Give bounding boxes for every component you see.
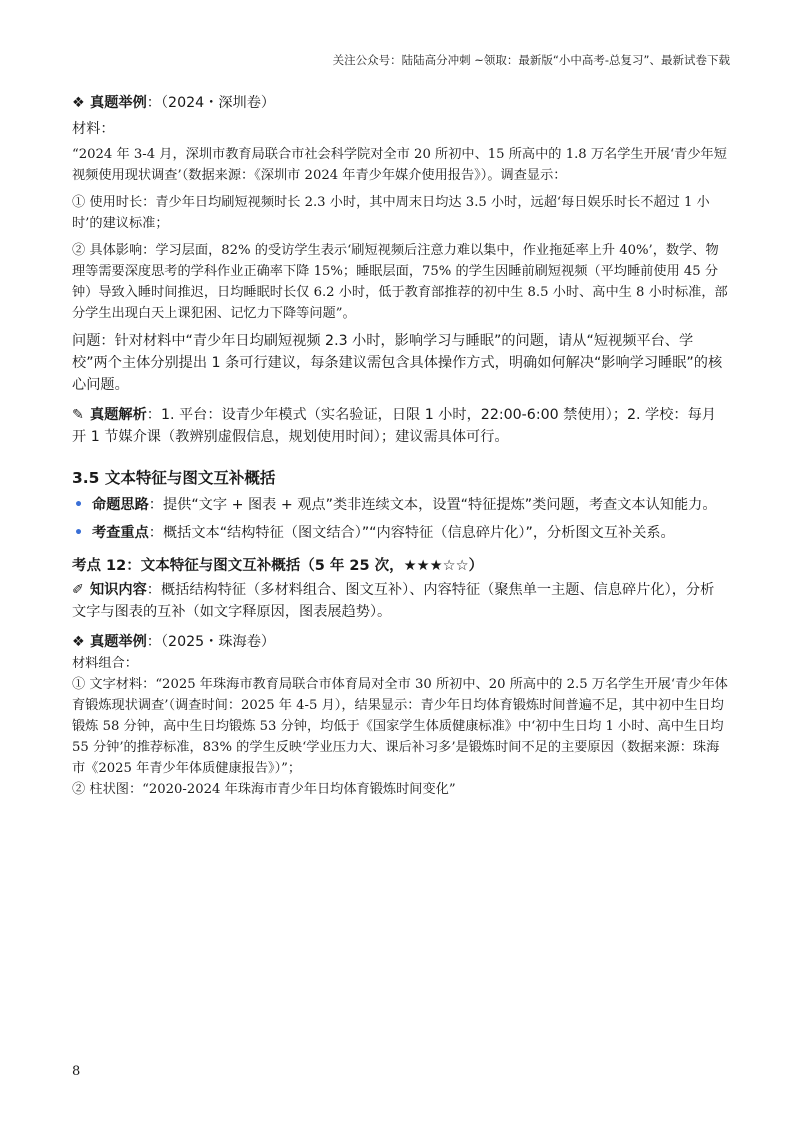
example1-point1: ① 使用时长：青少年日均刷短视频时长 2.3 小时，其中周末日均达 3.5 小时，远超‘每日娱乐时长不超过 1 小时’的建议标准；	[72, 195, 710, 231]
section-title: 3.5 文本特征与图文互补概括	[72, 469, 276, 487]
example1-material-label: 材料：	[72, 121, 115, 137]
example1-analysis	[72, 404, 728, 448]
example2-point1: ① 文字材料：“2025 年珠海市教育局联合市体育局对全市 30 所初中、20 所高中的 2.5 万名学生开展‘青少年体育锻炼现状调查’（调查时间：2025 年 4-5 月），结果显示：青少年日均体育锻炼时间普遍不足，其中初中生日均锻炼 58 分钟，高中生日均锻炼 53 分钟，均低于《国家学生体质健康标准》中‘初中生日均 1 小时、高中生日均 55 分钟’的推荐标准，83% 的学生反映‘学业压力大、课后补习多’是锻炼时间不足的主要原因（数据来源：珠海市《2025 年青少年体质健康报告》）”；	[72, 677, 728, 776]
bullet-dot-icon: •	[74, 497, 84, 513]
pencil-icon: ✎	[72, 407, 84, 423]
example1-label: 真题举例	[90, 95, 147, 111]
analysis-text: ：1. 平台：设青少年模式（实名验证，日限 1 小时，22:00-6:00 禁使用）；2. 学校：每月开 1 节媒介课（教辨别虚假信息，规划使用时间）；建议需具体可行。	[72, 407, 716, 445]
bullet-dot-icon: •	[74, 525, 84, 541]
example1-question: 问题：针对材料中“青少年日均刷短视频 2.3 小时，影响学习与睡眠”的问题，请从“短视频平台、学校”两个主体分别提出 1 条可行建议，每条建议需包含具体操作方式，明确如何解决“影响学习睡眠”的核心问题。	[72, 333, 723, 393]
knowledge-label: 知识内容	[90, 582, 147, 598]
example1-heading	[72, 92, 728, 114]
bullet-text: ：概括文本“结构特征（图文结合）”“内容特征（信息碎片化）”，分析图文互补关系。	[148, 525, 675, 541]
example2-point2: ② 柱状图：“2020-2024 年珠海市青少年日均体育锻炼时间变化”	[72, 782, 456, 797]
section-bullet-1	[72, 494, 728, 516]
bullet-label: 命题思路	[92, 497, 149, 513]
example1-point2: ② 具体影响：学习层面，82% 的受访学生表示‘刷短视频后注意力难以集中，作业拖延率上升 40%’，数学、物理等需要深度思考的学科作业正确率下降 15%；睡眠层面，75% 的学生因睡前刷短视频（平均睡前使用 45 分钟）导致入睡时间推迟，日均睡眠时长仅 6.2 小时，低于教育部推荐的初中生 8.5 小时、高中生 8 小时标准，部分学生出现白天上课犯困、记忆力下降等问题”。	[72, 243, 728, 321]
diamond-bullet-icon: ❖	[72, 634, 85, 650]
section-bullet-2	[72, 522, 728, 544]
example1-source: ：（2024・深圳卷）	[146, 95, 276, 111]
example1-intro: “2024 年 3-4 月，深圳市教育局联合市社会科学院对全市 20 所初中、15 所高中的 1.8 万名学生开展‘青少年短视频使用现状调查’（数据来源：《深圳市 2024 年青少年媒介使用报告》）。调查显示：	[72, 147, 727, 183]
page-number: 8	[72, 1064, 81, 1079]
kaodian-knowledge	[72, 579, 728, 623]
pencil-icon: ✐	[72, 582, 84, 598]
example2-heading	[72, 631, 728, 653]
knowledge-text: ：概括结构特征（多材料组合、图文互补）、内容特征（聚焦单一主题、信息碎片化），分析文字与图表的互补（如文字释原因，图表展趋势）。	[72, 582, 715, 620]
example2-source: ：（2025・珠海卷）	[146, 634, 276, 650]
example2-material-label: 材料组合：	[72, 656, 138, 671]
page-content	[72, 92, 728, 800]
kaodian-title: 考点 12：文本特征与图文互补概括（5 年 25 次，★★★☆☆）	[72, 558, 484, 574]
diamond-bullet-icon: ❖	[72, 95, 85, 111]
bullet-text: ：提供“文字 + 图表 + 观点”类非连续文本，设置“特征提炼”类问题，考查文本认知能力。	[148, 497, 717, 513]
example2-label: 真题举例	[90, 634, 147, 650]
bullet-label: 考查重点	[92, 525, 149, 541]
analysis-label: 真题解析	[90, 407, 147, 423]
page-header: 关注公众号：陆陆高分冲刺 ~领取：最新版“小中高考-总复习”、最新试卷下载	[332, 53, 730, 67]
